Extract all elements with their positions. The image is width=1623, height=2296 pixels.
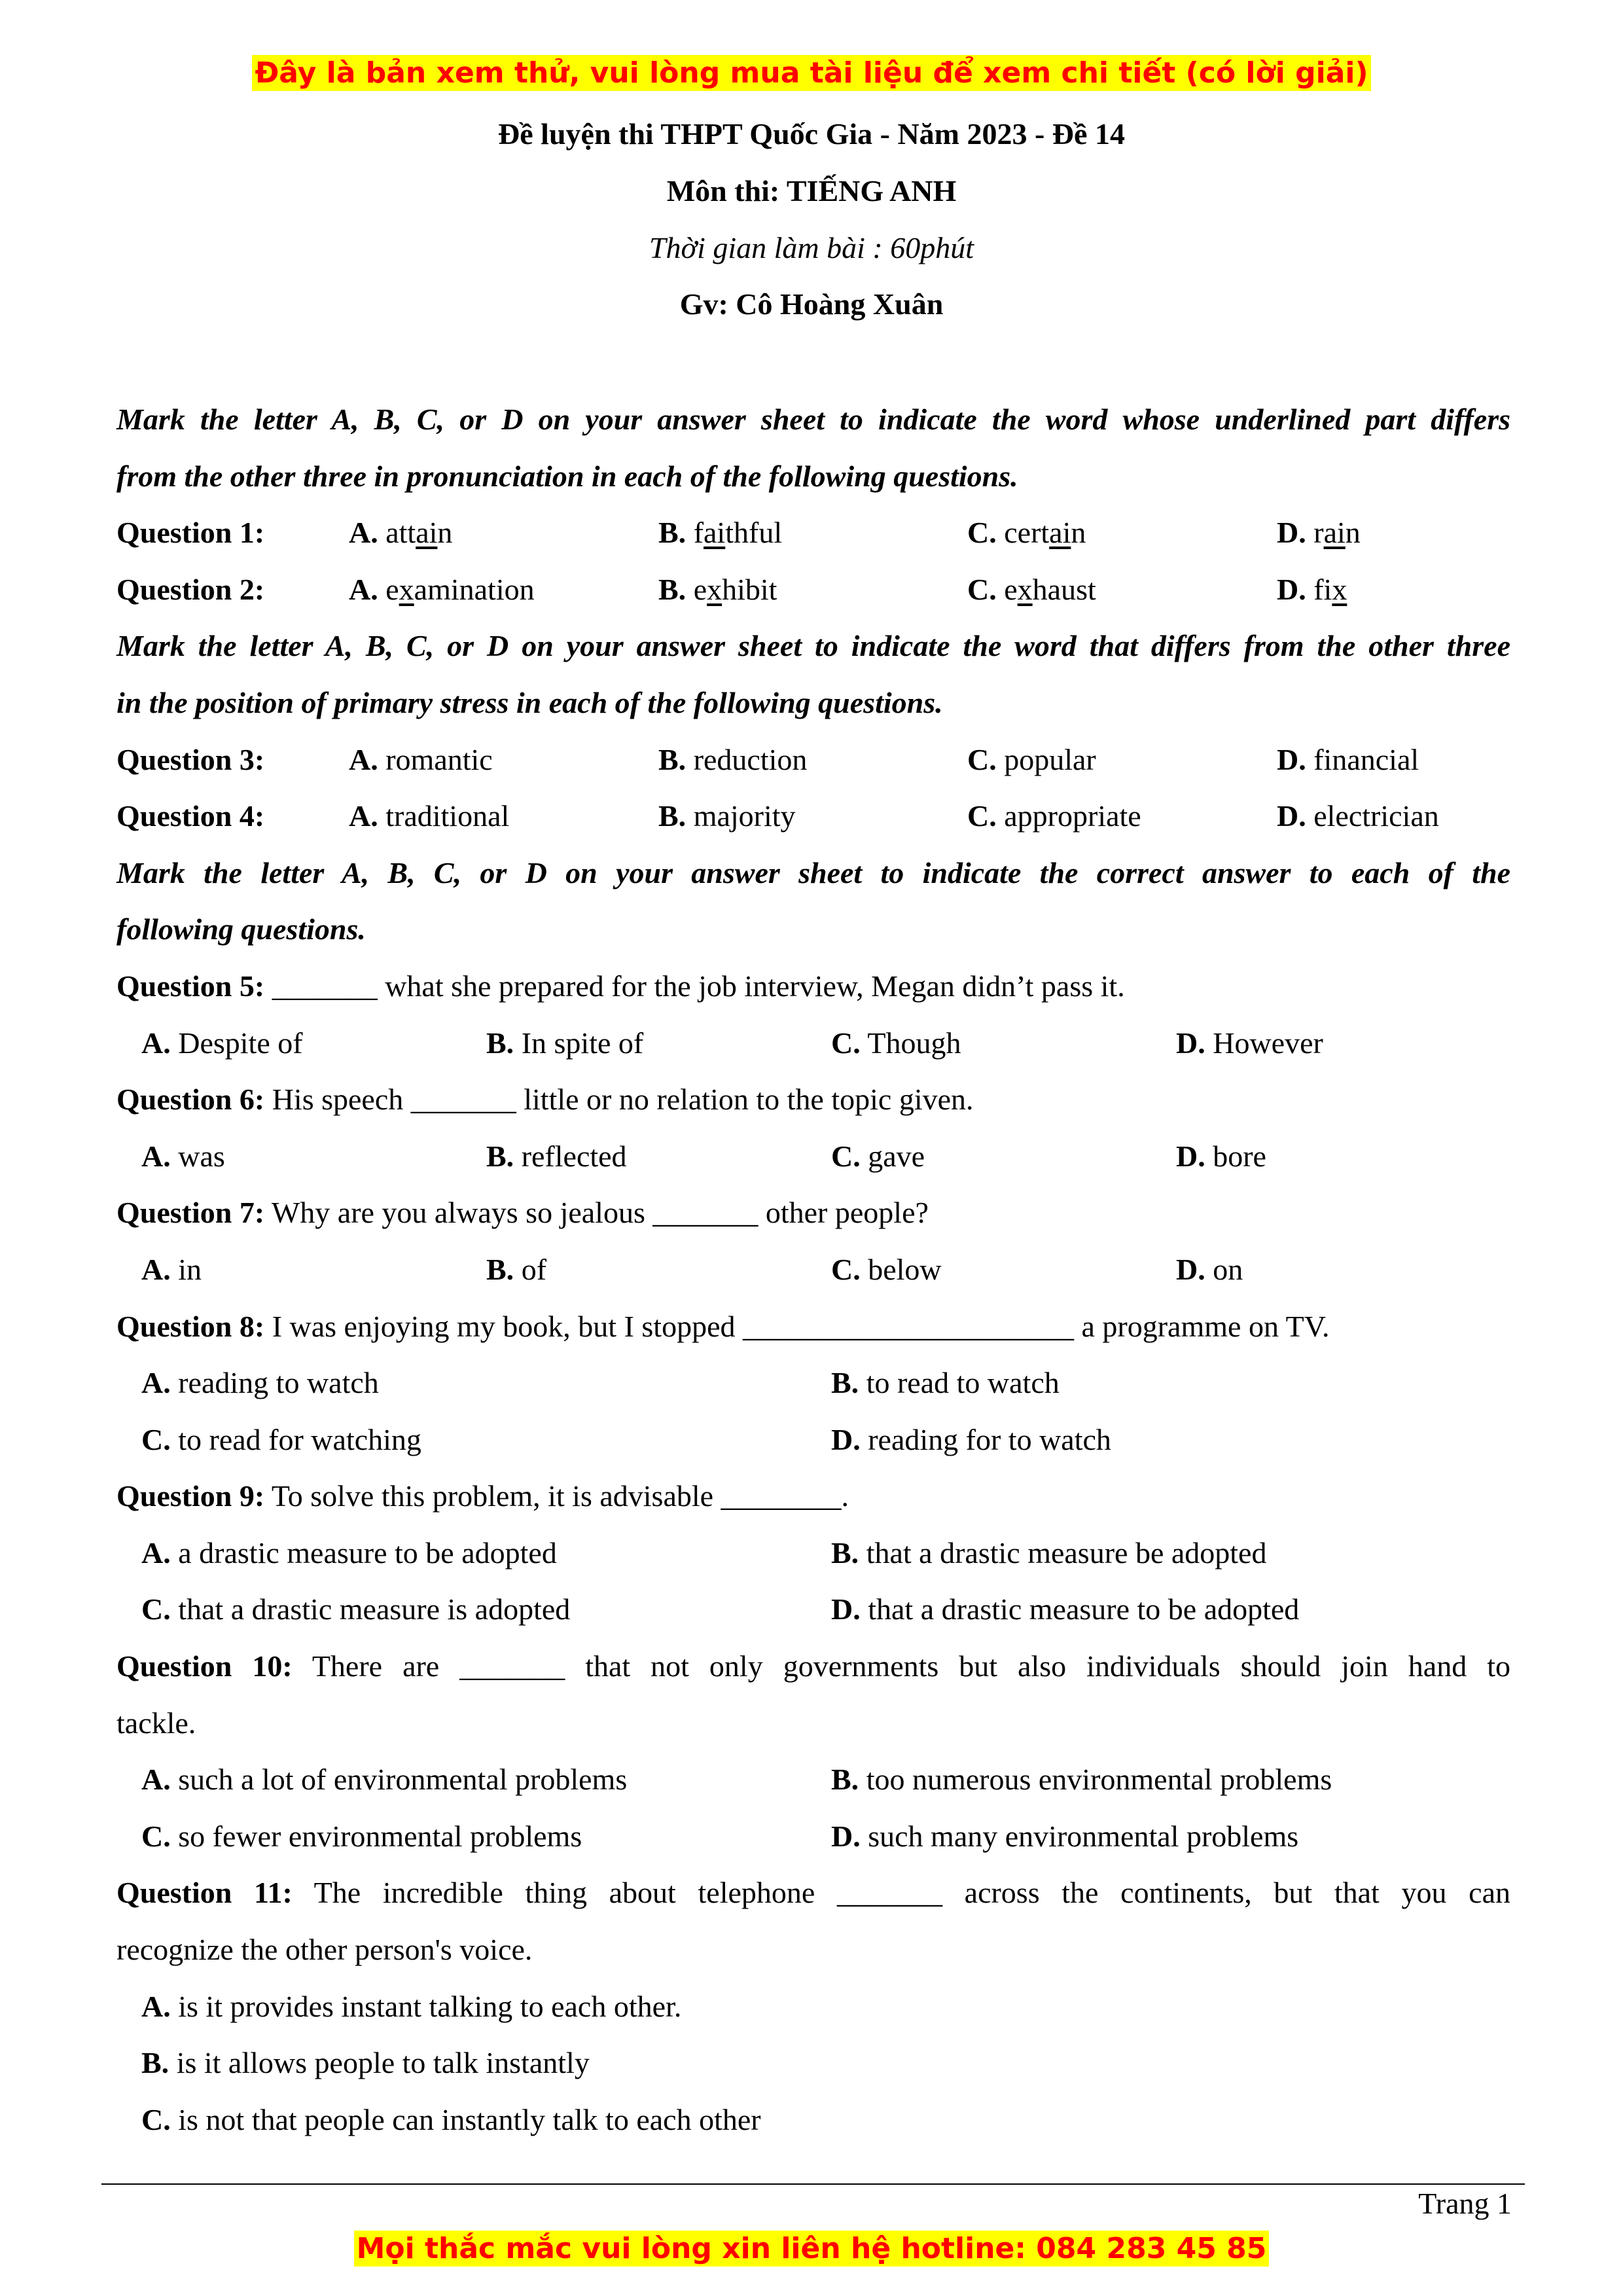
option-d[interactable]: D. bore <box>1176 1139 1266 1173</box>
question-7-options <box>116 1242 1510 1299</box>
question-9-options-row2 <box>116 1581 1510 1638</box>
question-label: Question 5: <box>116 969 265 1003</box>
exam-teacher: Gv: Cô Hoàng Xuân <box>679 287 944 321</box>
question-10-continued: tackle. <box>116 1706 196 1740</box>
question-label: Question 2: <box>116 572 265 606</box>
question-label: Question 4: <box>116 799 265 833</box>
option-c[interactable]: C. that a drastic measure is adopted <box>141 1592 571 1626</box>
option-d[interactable]: D. that a drastic measure to be adopted <box>831 1592 1300 1626</box>
option-c[interactable]: C. Though <box>831 1026 961 1060</box>
option-d[interactable]: D. such many environmental problems <box>831 1819 1299 1853</box>
instruction-line: from the other three in pronunciation in each of the following questions. <box>116 459 1018 493</box>
question-10-options-row1 <box>116 1751 1510 1808</box>
option-c[interactable]: C. is not that people can instantly talk to each other <box>141 2102 761 2136</box>
question-5-options <box>116 1015 1510 1072</box>
option-b[interactable]: B. In spite of <box>486 1026 644 1060</box>
option-a[interactable]: A. romantic <box>349 742 493 776</box>
option-a[interactable]: A. is it provides instant talking to each other. <box>141 1989 682 2023</box>
question-label: Question 6: <box>116 1083 265 1117</box>
question-6 <box>116 1071 1510 1128</box>
option-c[interactable]: C. certain <box>967 516 1086 550</box>
question-text: The incredible thing about telephone _______ across the continents, but that you can <box>292 1876 1510 1910</box>
option-b[interactable]: B. exhibit <box>658 572 777 606</box>
page-number: Trang 1 <box>1418 2187 1512 2220</box>
question-text: I was enjoying my book, but I stopped ______________________ a programme on TV. <box>264 1309 1330 1343</box>
question-label: Question 8: <box>116 1309 265 1343</box>
option-b[interactable]: B. faithful <box>658 516 783 550</box>
option-a[interactable]: A. a drastic measure to be adopted <box>141 1535 557 1570</box>
question-8-options-row1 <box>116 1355 1510 1412</box>
exam-content <box>116 391 1510 2148</box>
question-11-continued: recognize the other person's voice. <box>116 1933 533 1967</box>
option-b[interactable]: B. reduction <box>658 742 808 776</box>
option-d[interactable]: D. financial <box>1277 742 1419 776</box>
instruction-line: following questions. <box>116 912 366 946</box>
option-a[interactable]: A. reading to watch <box>141 1366 379 1400</box>
option-c[interactable]: C. to read for watching <box>141 1422 421 1456</box>
option-c[interactable]: C. exhaust <box>967 572 1096 606</box>
option-c[interactable]: C. gave <box>831 1139 925 1173</box>
question-label: Question 3: <box>116 742 265 776</box>
option-a[interactable]: A. was <box>141 1139 225 1173</box>
question-label: Question 7: <box>116 1196 265 1230</box>
option-d[interactable]: D. on <box>1176 1252 1243 1286</box>
option-d[interactable]: D. fix <box>1277 572 1347 606</box>
option-d[interactable]: D. reading for to watch <box>831 1422 1111 1456</box>
question-text: _______ what she prepared for the job interview, Megan didn’t pass it. <box>264 969 1125 1003</box>
question-6-options <box>116 1128 1510 1185</box>
question-11-option-c <box>116 2092 1510 2149</box>
question-2 <box>116 562 1510 619</box>
question-label: Question 10: <box>116 1649 293 1683</box>
option-a[interactable]: A. examination <box>349 572 535 606</box>
question-5 <box>116 958 1510 1015</box>
option-c[interactable]: C. below <box>831 1252 942 1286</box>
exam-subject: Môn thi: TIẾNG ANH <box>666 174 957 207</box>
question-8-options-row2 <box>116 1412 1510 1469</box>
question-text: To solve this problem, it is advisable ________. <box>264 1479 849 1513</box>
question-1 <box>116 505 1510 562</box>
question-3 <box>116 732 1510 789</box>
option-a[interactable]: A. such a lot of environmental problems <box>141 1763 628 1797</box>
exam-title: Đề luyện thi THPT Quốc Gia - Năm 2023 - Đề 14 <box>498 117 1125 151</box>
footer-divider <box>101 2183 1525 2185</box>
option-a[interactable]: A. attain <box>349 516 453 550</box>
question-label: Question 9: <box>116 1479 265 1513</box>
question-9-options-row1 <box>116 1525 1510 1582</box>
question-10-options-row2 <box>116 1808 1510 1865</box>
option-c[interactable]: C. popular <box>967 742 1096 776</box>
option-b[interactable]: B. reflected <box>486 1139 627 1173</box>
question-11-option-b <box>116 2035 1510 2092</box>
question-9 <box>116 1468 1510 1525</box>
option-b[interactable]: B. of <box>486 1252 547 1286</box>
question-7 <box>116 1185 1510 1242</box>
option-b[interactable]: B. that a drastic measure be adopted <box>831 1535 1267 1570</box>
option-c[interactable]: C. so fewer environmental problems <box>141 1819 582 1853</box>
question-4 <box>116 788 1510 845</box>
question-8 <box>116 1299 1510 1355</box>
option-c[interactable]: C. appropriate <box>967 799 1141 833</box>
option-d[interactable]: D. However <box>1176 1026 1323 1060</box>
option-b[interactable]: B. to read to watch <box>831 1366 1060 1400</box>
option-b[interactable]: B. majority <box>658 799 796 833</box>
option-a[interactable]: A. traditional <box>349 799 510 833</box>
option-d[interactable]: D. rain <box>1277 516 1361 550</box>
option-b[interactable]: B. too numerous environmental problems <box>831 1763 1332 1797</box>
question-label: Question 11: <box>116 1876 293 1910</box>
preview-banner: Đây là bản xem thử, vui lòng mua tài liệu để xem chi tiết (có lời giải) <box>0 56 1623 90</box>
option-b[interactable]: B. is it allows people to talk instantly <box>141 2046 590 2080</box>
question-10 <box>116 1638 1510 1695</box>
question-text: His speech _______ little or no relation to the topic given. <box>264 1083 974 1117</box>
option-a[interactable]: A. Despite of <box>141 1026 303 1060</box>
question-11-option-a <box>116 1979 1510 2036</box>
option-a[interactable]: A. in <box>141 1252 202 1286</box>
instruction-line: Mark the letter A, B, C, or D on your answer sheet to indicate the word whose underlined part differs <box>116 403 1510 436</box>
instruction-line: Mark the letter A, B, C, or D on your answer sheet to indicate the word that differs from the other three <box>116 629 1510 663</box>
exam-time: Thời gian làm bài : 60phút <box>649 231 974 264</box>
question-label: Question 1: <box>116 516 265 550</box>
hotline-banner: Mọi thắc mắc vui lòng xin liên hệ hotline: 084 283 45 85 <box>0 2232 1623 2265</box>
question-11 <box>116 1865 1510 1922</box>
option-d[interactable]: D. electrician <box>1277 799 1439 833</box>
instruction-line: in the position of primary stress in each of the following questions. <box>116 685 943 719</box>
question-text: There are _______ that not only governments but also individuals should join hand to <box>292 1649 1510 1683</box>
instruction-line: Mark the letter A, B, C, or D on your answer sheet to indicate the correct answer to each of the <box>116 855 1510 889</box>
question-text: Why are you always so jealous _______ other people? <box>264 1196 929 1230</box>
